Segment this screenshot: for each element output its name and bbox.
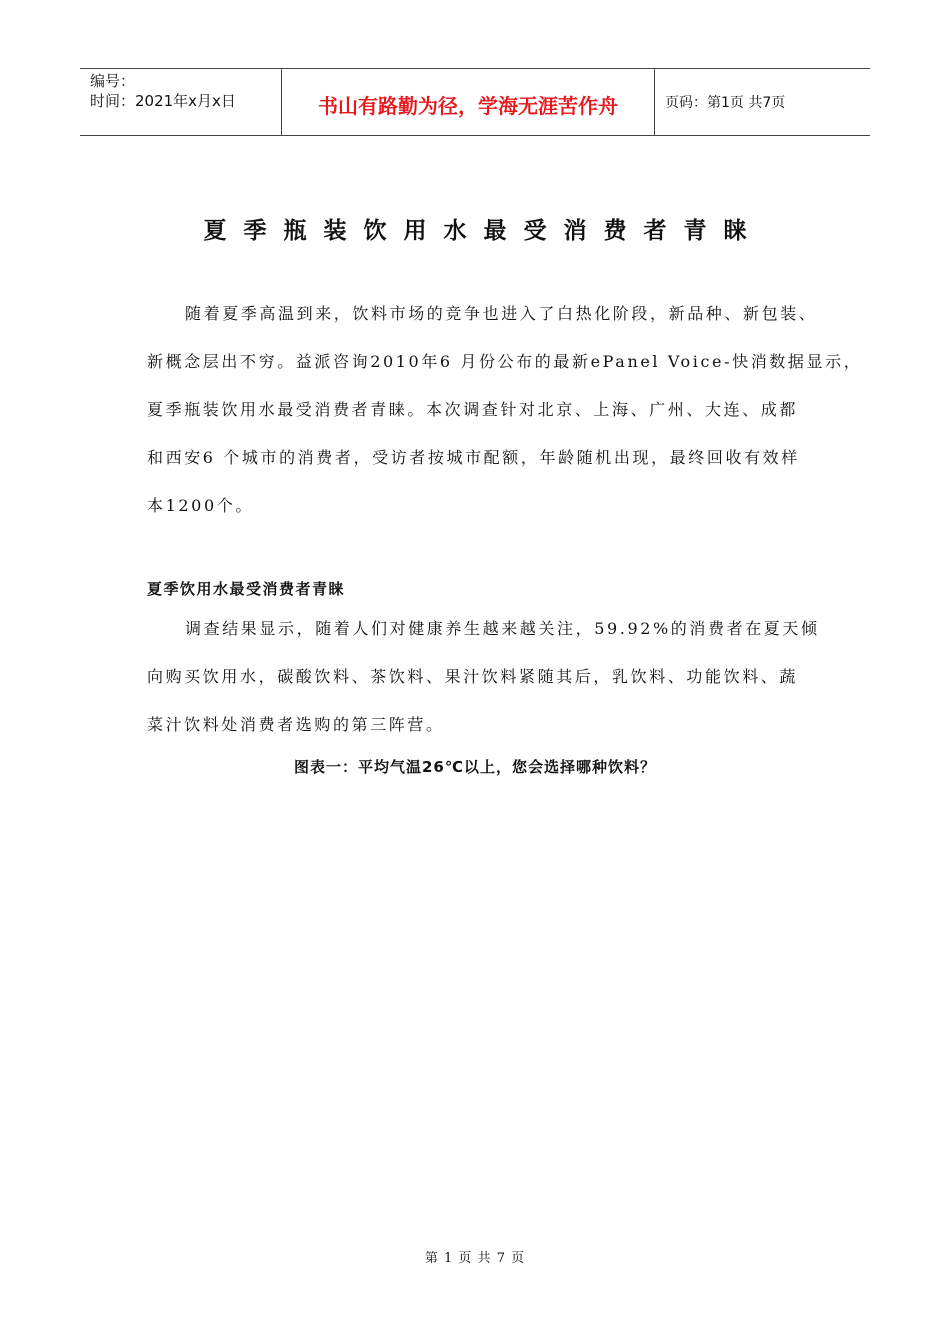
document-header [80, 68, 870, 136]
section-heading: 夏季饮用水最受消费者青睐 [147, 580, 346, 598]
intro-line: 和西安6 个城市的消费者，受访者按城市配额，年龄随机出现，最终回收有效样 [147, 448, 800, 467]
section-paragraph [147, 605, 820, 749]
intro-line: 随着夏季高温到来，饮料市场的竞争也进入了白热化阶段，新品种、新包装、 [185, 304, 818, 323]
page-info: 页码：第1页 共7页 [665, 95, 786, 111]
date-label: 时间：2021年x月x日 [90, 92, 236, 110]
intro-paragraph [147, 290, 863, 530]
header-meta-cell [80, 69, 282, 135]
header-motto-cell [282, 69, 655, 135]
serial-number-label: 编号： [90, 72, 136, 90]
document-title: 夏季瓶装饮用水最受消费者青睐 [203, 218, 764, 244]
intro-line: 夏季瓶装饮用水最受消费者青睐。本次调查针对北京、上海、广州、大连、成都 [147, 400, 799, 419]
header-page-cell [655, 69, 870, 135]
figure-caption: 图表一：平均气温26℃以上，您会选择哪种饮料？ [293, 758, 657, 776]
page-footer: 第 1 页 共 7 页 [424, 1251, 526, 1266]
section-line: 菜汁饮料处消费者选购的第三阵营。 [147, 715, 445, 734]
intro-line: 新概念层出不穷。益派咨询2010年6 月份公布的最新ePanel Voice-快消数据显示， [147, 352, 863, 371]
motto-text: 书山有路勤为径，学海无涯苦作舟 [318, 93, 618, 118]
section-line: 向购买饮用水，碳酸饮料、茶饮料、果汁饮料紧随其后，乳饮料、功能饮料、蔬 [147, 667, 799, 686]
section-line: 调查结果显示，随着人们对健康养生越来越关注，59.92%的消费者在夏天倾 [185, 619, 820, 638]
intro-line: 本1200个。 [147, 496, 254, 515]
